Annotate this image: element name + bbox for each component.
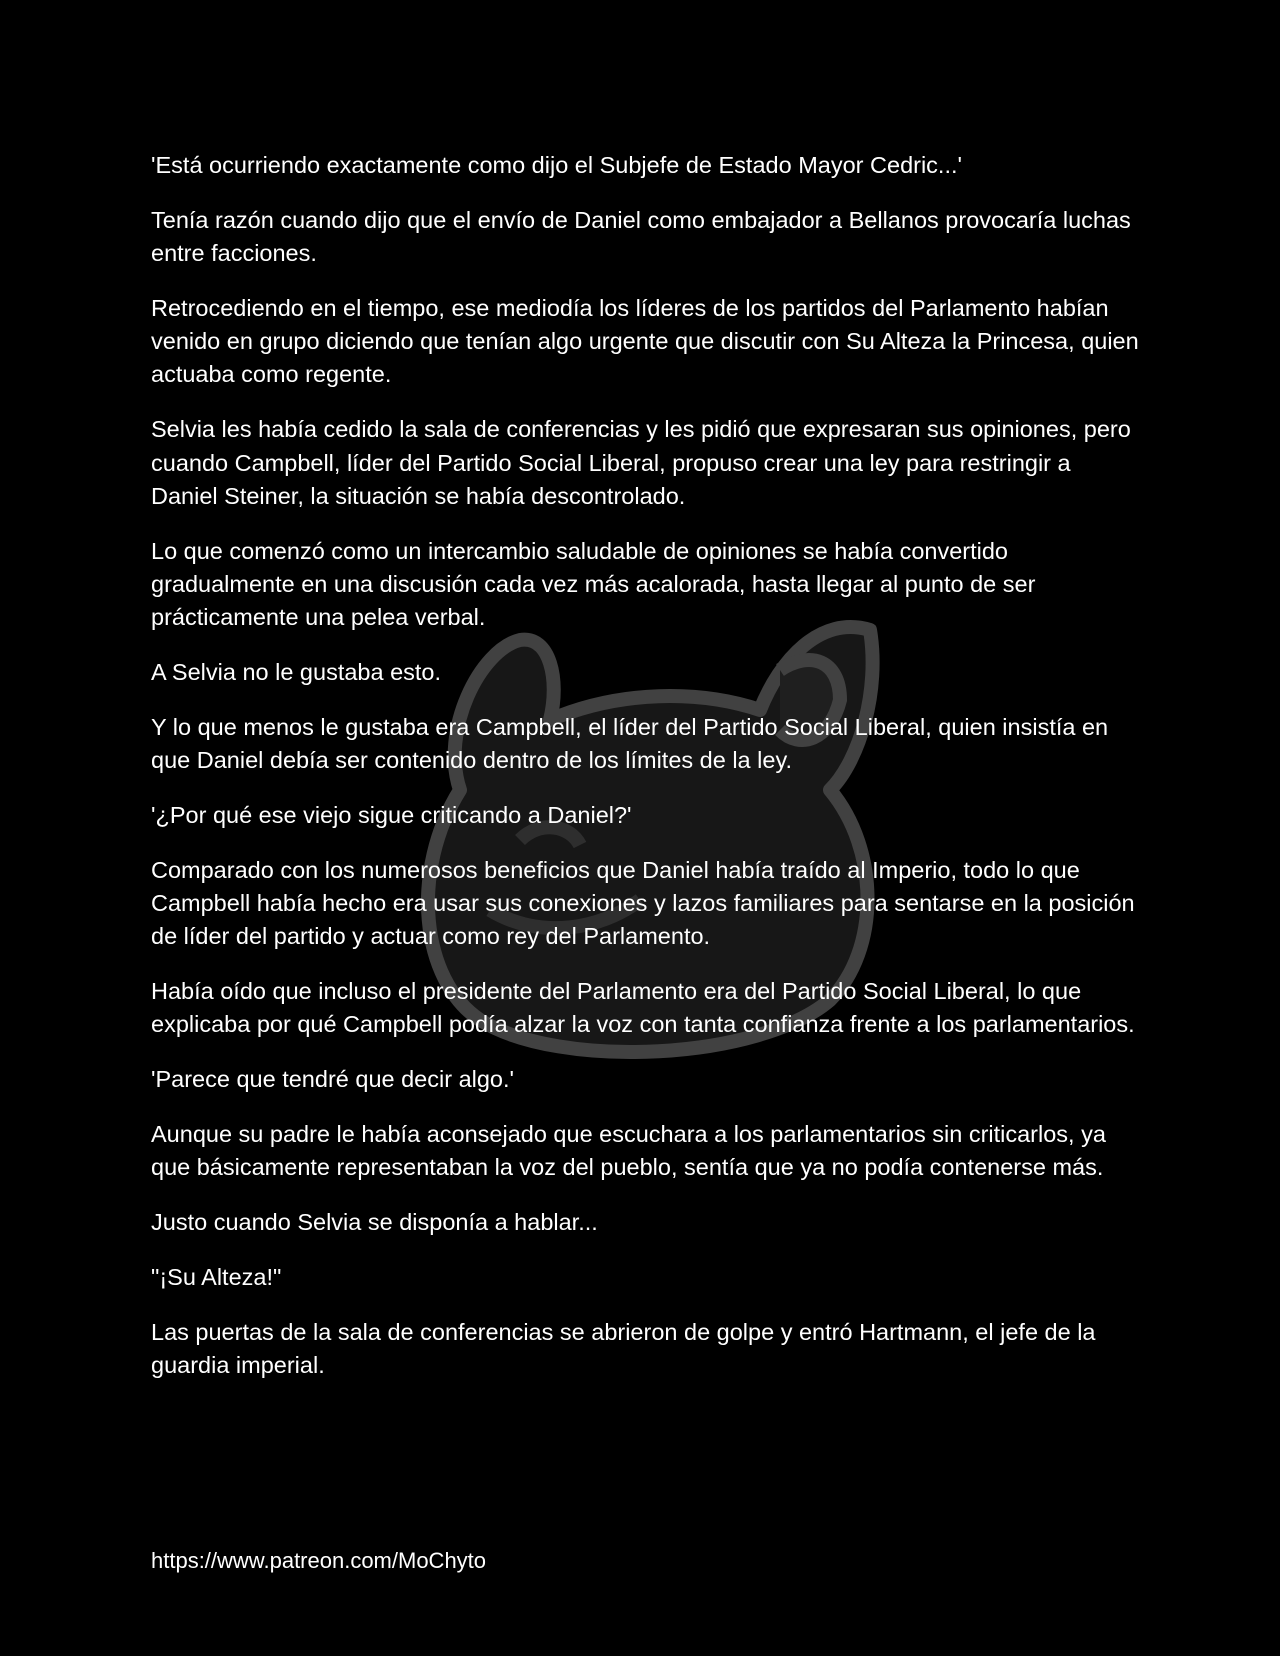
paragraph: Había oído que incluso el presidente del Parlamento era del Partido Social Liberal, lo que explicaba por qué Campbell podía alzar la voz con tanta confianza frente a los parlamentarios. [151,978,1135,1038]
paragraph: Selvia les había cedido la sala de conferencias y les pidió que expresaran sus opiniones, pero cuando Campbell, líder del Partido Social Liberal, propuso crear una ley para restringir a Daniel Steiner, la situación se había descontrolado. [151,416,1131,509]
paragraph: "¡Su Alteza!" [151,1263,282,1290]
paragraph: Comparado con los numerosos beneficios que Daniel había traído al Imperio, todo lo que Campbell había hecho era usar sus conexiones y lazos familiares para sentarse en la posición de líder del partido y actuar como rey del Parlamento. [151,856,1135,950]
paragraph: Las puertas de la sala de conferencias se abrieron de golpe y entró Hartmann, el jefe de la guardia imperial. [151,1318,1096,1379]
paragraph: Justo cuando Selvia se disponía a hablar... [151,1209,598,1236]
paragraph: A Selvia no le gustaba esto. [151,659,442,686]
paragraph: Lo que comenzó como un intercambio saludable de opiniones se había convertido gradualmente en una discusión cada vez más acalorada, hasta llegar al punto de ser prácticamente una pelea verbal. [151,537,1036,631]
paragraph: Retrocediendo en el tiempo, ese mediodía los líderes de los partidos del Parlamento habían venido en grupo diciendo que tenían algo urgente que discutir con Su Alteza la Princesa, quien actuaba como regente. [151,294,1139,388]
patreon-link[interactable]: https://www.patreon.com/MoChyto [151,1548,487,1573]
paragraph: Aunque su padre le había aconsejado que escuchara a los parlamentarios sin criticarlos, ya que básicamente representaban la voz del pueblo, sentía que ya no podía contenerse más. [151,1121,1106,1181]
paragraph: '¿Por qué ese viejo sigue criticando a Daniel?' [151,801,632,828]
paragraph: 'Está ocurriendo exactamente como dijo el Subjefe de Estado Mayor Cedric...' [151,152,963,178]
paragraph: 'Parece que tendré que decir algo.' [151,1066,515,1093]
paragraph: Y lo que menos le gustaba era Campbell, el líder del Partido Social Liberal, quien insistía en que Daniel debía ser contenido dentro de los límites de la ley. [151,713,1109,774]
chapter-text [151,149,1141,1404]
paragraph: Tenía razón cuando dijo que el envío de Daniel como embajador a Bellanos provocaría luchas entre facciones. [151,206,1131,267]
